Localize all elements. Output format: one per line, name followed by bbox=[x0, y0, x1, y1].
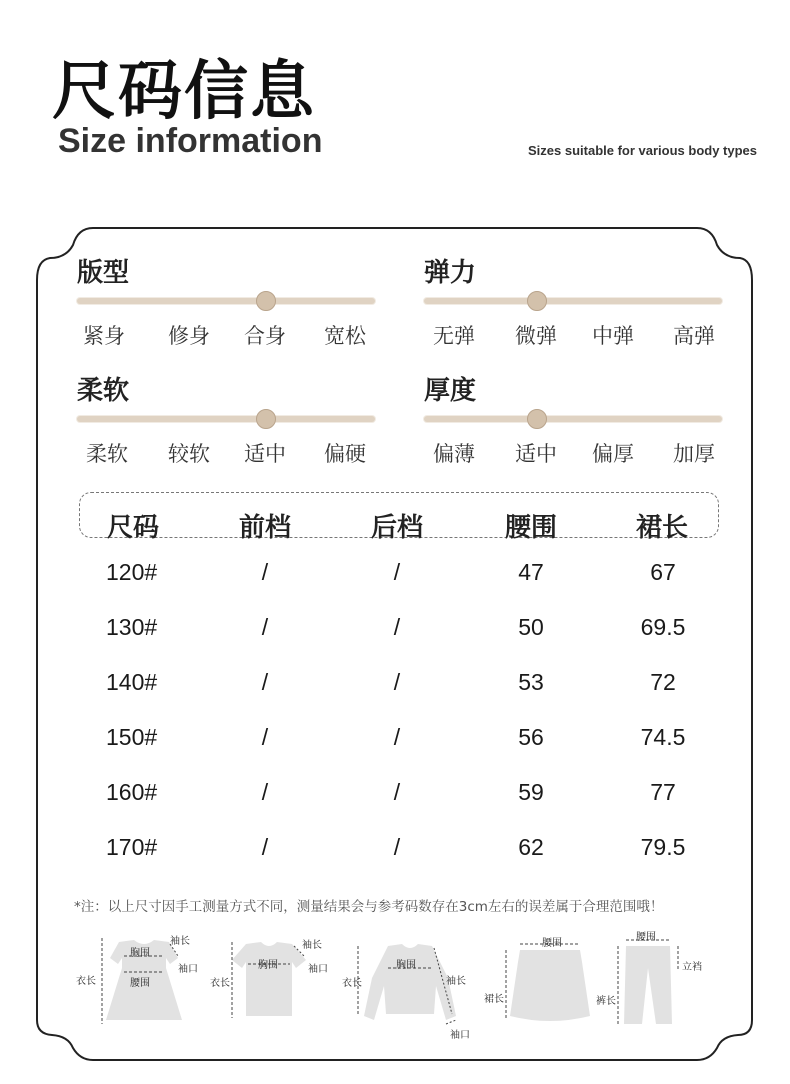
length-label: 衣长 bbox=[342, 978, 362, 989]
pants-length-label: 裤长 bbox=[596, 996, 616, 1007]
length-cell: 69.5 bbox=[640, 614, 686, 640]
cuff-label: 袖口 bbox=[178, 964, 198, 975]
length-label: 衣长 bbox=[210, 978, 230, 989]
measurement-note: *注：以上尺寸因手工测量方式不同，测量结果会与参考码数存在3cm左右的误差属于合理范围哦！ bbox=[74, 899, 664, 915]
size-cell: 140# bbox=[106, 669, 158, 695]
level-option: 适中 bbox=[515, 442, 557, 466]
fit-slider-track bbox=[77, 298, 375, 304]
length-cell: 77 bbox=[650, 779, 676, 805]
length-cell: 67 bbox=[650, 559, 676, 585]
length-cell: 74.5 bbox=[640, 724, 686, 750]
table-row bbox=[0, 834, 790, 864]
attribute-label: 弹力 bbox=[424, 258, 477, 288]
level-option: 高弹 bbox=[673, 324, 715, 348]
waist-cell: 56 bbox=[518, 724, 544, 750]
level-option: 加厚 bbox=[673, 442, 715, 466]
waist-label: 腰围 bbox=[636, 932, 656, 943]
waist-cell: 53 bbox=[518, 669, 544, 695]
softness-slider-knob bbox=[256, 409, 276, 429]
waist-label: 腰围 bbox=[130, 978, 150, 989]
cuff-label: 袖口 bbox=[450, 1030, 470, 1041]
softness-slider-track bbox=[77, 416, 375, 422]
back-rise-cell: / bbox=[393, 614, 401, 640]
front-rise-cell: / bbox=[261, 614, 269, 640]
pants-measurement-diagram bbox=[596, 928, 726, 1038]
front-rise-cell: / bbox=[261, 669, 269, 695]
column-header-waist: 腰围 bbox=[504, 513, 558, 543]
back-rise-cell: / bbox=[393, 724, 401, 750]
sweater-measurement-diagram bbox=[340, 928, 480, 1041]
table-row bbox=[0, 724, 790, 754]
level-option: 修身 bbox=[168, 324, 210, 348]
level-option: 中弹 bbox=[592, 324, 634, 348]
skirt-measurement-diagram bbox=[484, 928, 604, 1038]
pants-icon bbox=[596, 928, 726, 1038]
thickness-slider-knob bbox=[527, 409, 547, 429]
dress-measurement-diagram bbox=[74, 928, 214, 1038]
chest-label: 胸围 bbox=[130, 948, 150, 959]
skirt-length-label: 裙长 bbox=[484, 994, 504, 1005]
waist-cell: 62 bbox=[518, 834, 544, 860]
table-row bbox=[0, 669, 790, 699]
chest-label: 胸围 bbox=[258, 960, 278, 971]
level-option: 紧身 bbox=[83, 324, 125, 348]
level-option: 偏厚 bbox=[592, 442, 634, 466]
thickness-levels bbox=[424, 438, 724, 468]
elasticity-slider-track bbox=[424, 298, 722, 304]
table-row bbox=[0, 559, 790, 589]
column-header-size: 尺码 bbox=[106, 513, 160, 543]
front-rise-cell: / bbox=[261, 724, 269, 750]
sleeve-length-label: 袖长 bbox=[170, 936, 190, 947]
column-header-front-rise: 前档 bbox=[238, 513, 292, 543]
size-cell: 120# bbox=[106, 559, 158, 585]
sleeve-length-label: 袖长 bbox=[446, 976, 466, 987]
front-rise-cell: / bbox=[261, 779, 269, 805]
tshirt-measurement-diagram bbox=[206, 928, 336, 1038]
chest-label: 胸围 bbox=[396, 960, 416, 971]
attribute-label: 厚度 bbox=[424, 376, 477, 406]
size-cell: 150# bbox=[106, 724, 158, 750]
back-rise-cell: / bbox=[393, 779, 401, 805]
thickness-slider-track bbox=[424, 416, 722, 422]
table-row bbox=[0, 614, 790, 644]
back-rise-cell: / bbox=[393, 669, 401, 695]
column-header-back-rise: 后档 bbox=[370, 513, 424, 543]
level-option: 宽松 bbox=[324, 324, 366, 348]
cuff-label: 袖口 bbox=[308, 964, 328, 975]
waist-label: 腰围 bbox=[542, 938, 562, 949]
attribute-label: 版型 bbox=[77, 258, 130, 288]
size-cell: 130# bbox=[106, 614, 158, 640]
sleeve-length-label: 袖长 bbox=[302, 940, 322, 951]
length-cell: 79.5 bbox=[640, 834, 686, 860]
level-option: 偏薄 bbox=[433, 442, 475, 466]
length-label: 衣长 bbox=[76, 976, 96, 987]
elasticity-levels bbox=[424, 320, 724, 350]
rise-label: 立裆 bbox=[682, 962, 702, 973]
softness-levels bbox=[77, 438, 377, 468]
fit-slider-knob bbox=[256, 291, 276, 311]
level-option: 无弹 bbox=[433, 324, 475, 348]
size-cell: 160# bbox=[106, 779, 158, 805]
level-option: 合身 bbox=[244, 324, 286, 348]
size-cell: 170# bbox=[106, 834, 158, 860]
waist-cell: 50 bbox=[518, 614, 544, 640]
level-option: 较软 bbox=[168, 442, 210, 466]
page-title-english: Size information bbox=[58, 122, 323, 160]
back-rise-cell: / bbox=[393, 559, 401, 585]
back-rise-cell: / bbox=[393, 834, 401, 860]
page-title: 尺码信息 bbox=[52, 55, 316, 129]
table-row bbox=[0, 779, 790, 809]
column-header-skirt-length: 裙长 bbox=[635, 513, 689, 543]
attribute-label: 柔软 bbox=[77, 376, 130, 406]
waist-cell: 59 bbox=[518, 779, 544, 805]
fit-levels bbox=[77, 320, 377, 350]
level-option: 偏硬 bbox=[324, 442, 366, 466]
level-option: 柔软 bbox=[86, 442, 128, 466]
front-rise-cell: / bbox=[261, 834, 269, 860]
waist-cell: 47 bbox=[518, 559, 544, 585]
front-rise-cell: / bbox=[261, 559, 269, 585]
level-option: 微弹 bbox=[515, 324, 557, 348]
length-cell: 72 bbox=[650, 669, 676, 695]
elasticity-slider-knob bbox=[527, 291, 547, 311]
level-option: 适中 bbox=[244, 442, 286, 466]
page-subtitle: Sizes suitable for various body types bbox=[528, 143, 758, 158]
